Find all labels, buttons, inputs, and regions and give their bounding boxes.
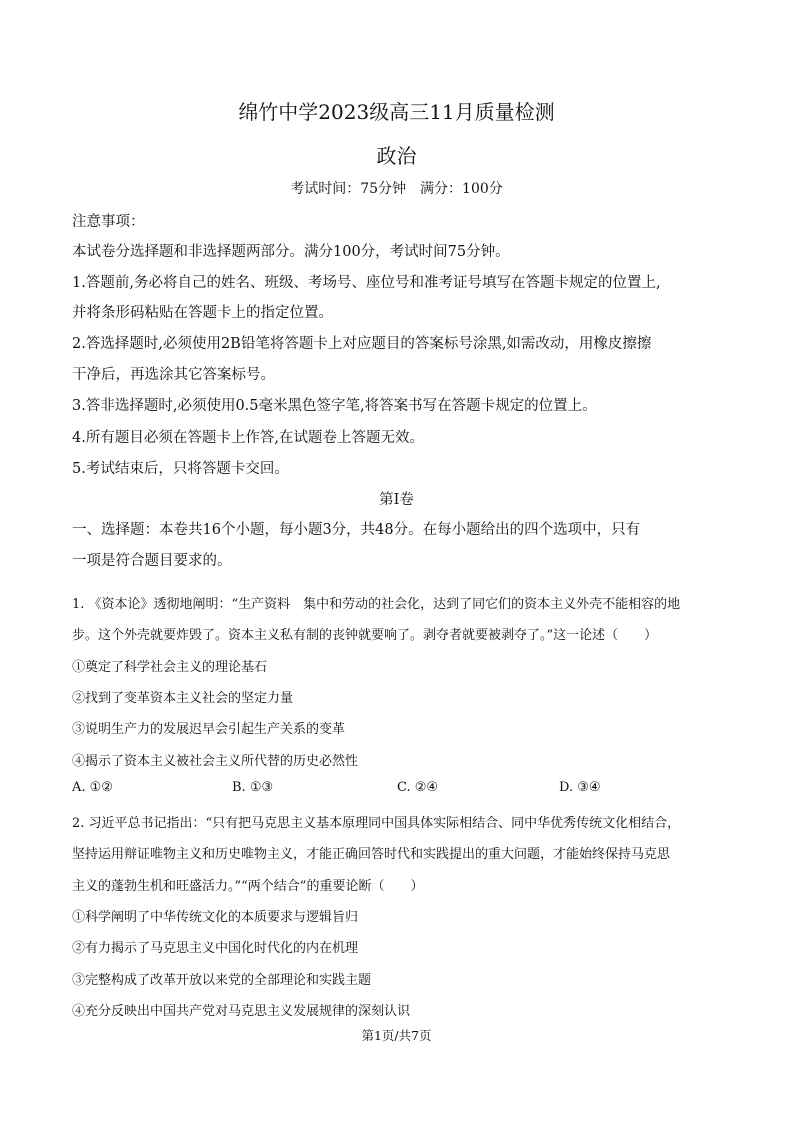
notice-heading: 注意事项： bbox=[72, 214, 145, 230]
exam-meta: 考试时间：75分钟 满分：100分 bbox=[290, 181, 503, 197]
question-2-stem: 主义的蓬勃生机和旺盛活力。”“两个结合”的重要论断（ ） bbox=[72, 879, 424, 894]
question-2-item: ③完整构成了改革开放以来党的全部理论和实践主题 bbox=[72, 973, 372, 988]
notice-line: 本试卷分选择题和非选择题两部分。满分100分，考试时间75分钟。 bbox=[72, 244, 510, 260]
option-d: D. ③④ bbox=[559, 780, 601, 795]
section-title: 第Ⅰ卷 bbox=[379, 492, 414, 508]
question-2-stem: 坚持运用辩证唯物主义和历史唯物主义，才能正确回答时代和实践提出的重大问题，才能始终保持马克思 bbox=[72, 847, 671, 862]
question-2-stem: 2. 习近平总书记指出：“只有把马克思主义基本原理同中国具体实际相结合、同中华优秀传统文化相结合， bbox=[72, 816, 681, 831]
question-1-item: ①奠定了科学社会主义的理论基石 bbox=[72, 660, 268, 675]
subject-title: 政治 bbox=[376, 144, 417, 168]
option-a: A. ①② bbox=[72, 780, 113, 795]
notice-line: 3.答非选择题时,必须使用0.5毫米黑色签字笔,将答案书写在答题卡规定的位置上。 bbox=[72, 398, 597, 414]
exam-title: 绵竹中学2023级高三11月质量检测 bbox=[238, 100, 555, 124]
question-2-item: ①科学阐明了中华传统文化的本质要求与逻辑旨归 bbox=[72, 910, 359, 925]
notice-line: 干净后，再选涂其它答案标号。 bbox=[72, 367, 275, 383]
option-c: C. ②④ bbox=[397, 780, 439, 795]
notice-line: 5.考试结束后，只将答题卡交回。 bbox=[72, 461, 289, 477]
question-1-item: ②找到了变革资本主义社会的坚定力量 bbox=[72, 691, 294, 706]
section-intro: 一、选择题：本卷共16个小题，每小题3分，共48分。在每小题给出的四个选项中，只有 bbox=[72, 522, 641, 538]
notice-line: 2.答选择题时,必须使用2B铅笔将答题卡上对应题目的答案标号涂黑,如需改动，用橡皮擦擦 bbox=[72, 336, 652, 352]
option-b: B. ①③ bbox=[232, 780, 274, 795]
question-1-item: ③说明生产力的发展迟早会引起生产关系的变革 bbox=[72, 722, 346, 737]
question-1-stem: 步。这个外壳就要炸毁了。资本主义私有制的丧钟就要响了。剥夺者就要被剥夺了。”这一论述（ ） bbox=[72, 628, 658, 643]
question-2-item: ④充分反映出中国共产党对马克思主义发展规律的深刻认识 bbox=[72, 1004, 411, 1019]
question-1-stem: 1. 《资本论》透彻地阐明：“生产资料 集中和劳动的社会化，达到了同它们的资本主义外壳不能相容的地 bbox=[72, 597, 681, 612]
page-number: 第1页/共7页 bbox=[361, 1028, 432, 1043]
question-2-item: ②有力揭示了马克思主义中国化时代化的内在机理 bbox=[72, 941, 359, 956]
notice-line: 1.答题前,务必将自己的姓名、班级、考场号、座位号和准考证号填写在答题卡规定的位置上, bbox=[72, 275, 661, 291]
question-1-item: ④揭示了资本主义被社会主义所代替的历史必然性 bbox=[72, 754, 359, 769]
section-intro: 一项是符合题目要求的。 bbox=[72, 553, 232, 569]
notice-line: 4.所有题目必须在答题卡上作答,在试题卷上答题无效。 bbox=[72, 430, 424, 446]
notice-line: 并将条形码粘贴在答题卡上的指定位置。 bbox=[72, 305, 333, 321]
